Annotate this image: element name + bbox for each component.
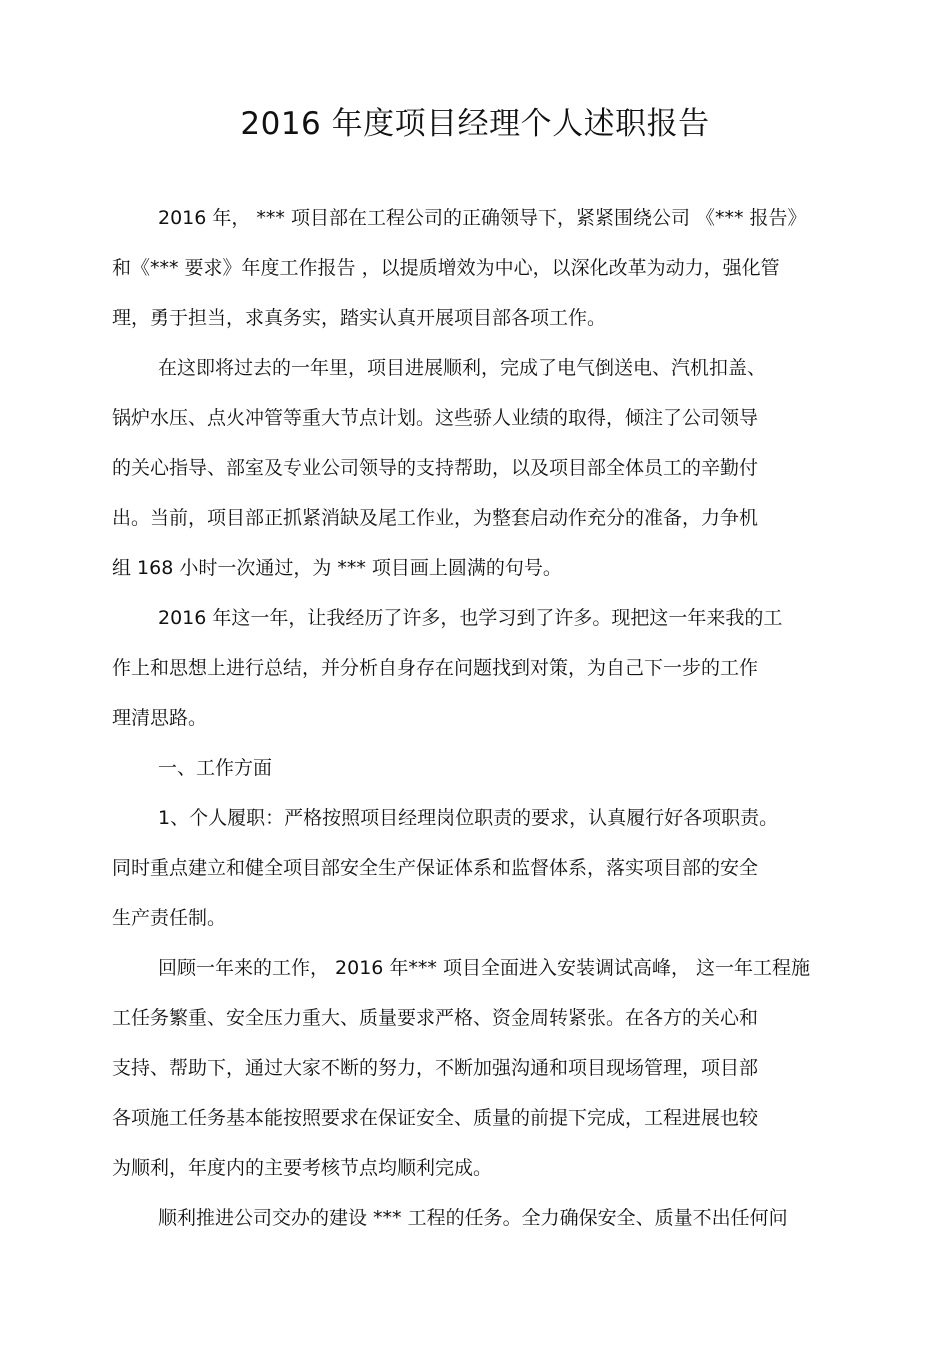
section-heading: 一、工作方面 — [158, 757, 273, 779]
paragraph-line: 在这即将过去的一年里，项目进展顺利，完成了电气倒送电、汽机扣盖、 — [158, 357, 767, 379]
paragraph-line: 锅炉水压、点火冲管等重大节点计划。这些骄人业绩的取得，倾注了公司领导 — [112, 407, 759, 429]
paragraph-line: 2016 年这一年，让我经历了许多，也学习到了许多。现把这一年来我的工 — [158, 607, 783, 629]
paragraph-line: 理，勇于担当，求真务实，踏实认真开展项目部各项工作。 — [112, 307, 607, 329]
paragraph-line: 支持、帮助下，通过大家不断的努力，不断加强沟通和项目现场管理，项目部 — [112, 1057, 759, 1079]
paragraph-line: 同时重点建立和健全项目部安全生产保证体系和监督体系，落实项目部的安全 — [112, 857, 759, 879]
paragraph-line: 组 168 小时一次通过，为 *** 项目画上圆满的句号。 — [112, 557, 562, 579]
paragraph-line: 1、个人履职：严格按照项目经理岗位职责的要求，认真履行好各项职责。 — [158, 807, 779, 829]
paragraph-line: 回顾一年来的工作， 2016 年*** 项目全面进入安装调试高峰， 这一年工程施 — [158, 957, 811, 979]
paragraph-line: 生产责任制。 — [112, 907, 227, 929]
paragraph-line: 出。当前，项目部正抓紧消缺及尾工作业，为整套启动作充分的准备，力争机 — [112, 507, 759, 529]
paragraph-line: 为顺利，年度内的主要考核节点均顺利完成。 — [112, 1157, 493, 1179]
paragraph-line: 顺利推进公司交办的建设 *** 工程的任务。全力确保安全、质量不出任何问 — [158, 1207, 788, 1229]
document-title: 2016 年度项目经理个人述职报告 — [240, 106, 710, 142]
paragraph-line: 工任务繁重、安全压力重大、质量要求严格、资金周转紧张。在各方的关心和 — [112, 1007, 759, 1029]
paragraph-line: 理清思路。 — [112, 707, 208, 729]
paragraph-line: 2016 年， *** 项目部在工程公司的正确领导下，紧紧围绕公司 《*** 报告》 — [158, 207, 807, 229]
paragraph-line: 的关心指导、部室及专业公司领导的支持帮助，以及项目部全体员工的辛勤付 — [112, 457, 759, 479]
paragraph-line: 和《*** 要求》年度工作报告 ，以提质增效为中心，以深化改革为动力，强化管 — [112, 257, 780, 279]
paragraph-line: 各项施工任务基本能按照要求在保证安全、质量的前提下完成，工程进展也较 — [112, 1107, 759, 1129]
paragraph-line: 作上和思想上进行总结，并分析自身存在问题找到对策，为自己下一步的工作 — [112, 657, 759, 679]
